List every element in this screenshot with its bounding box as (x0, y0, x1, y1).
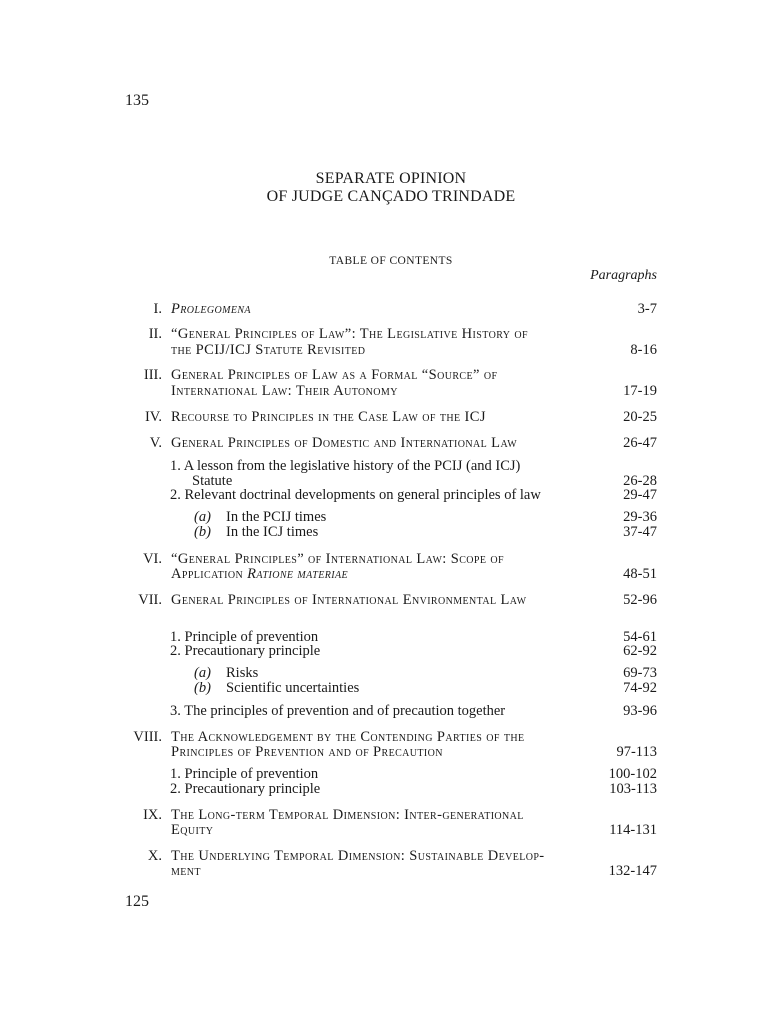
section-title: The Acknowledgement by the Contending Parties of the (171, 729, 525, 745)
subsection-paragraphs: 26-28 (623, 473, 657, 489)
subsection-paragraphs: 103-113 (609, 781, 657, 797)
section-number: VI. (143, 551, 162, 567)
section-number: IV. (144, 409, 162, 425)
section-title-cont: Principles of Prevention and of Precaution (171, 744, 443, 760)
sub-item-mark: (b) (194, 680, 211, 696)
section-title-cont: International Law: Their Autonomy (171, 383, 398, 399)
section-paragraphs: 52-96 (623, 592, 657, 608)
sub-item-text: In the ICJ times (226, 524, 319, 540)
section-number: VII. (138, 592, 162, 608)
section-title: General Principles of Law as a Formal “Source” of (171, 367, 498, 383)
page-number-top: 135 (125, 92, 149, 109)
subsection-title: 3. The principles of prevention and of precaution together (170, 703, 506, 719)
section-title: General Principles of Domestic and International Law (171, 435, 518, 451)
subsection-paragraphs: 54-61 (623, 629, 657, 645)
section-title-cont-text: Application (171, 566, 248, 582)
section-title-cont: Equity (171, 822, 214, 838)
section-title: General Principles of International Environmental Law (171, 592, 527, 608)
opinion-title-line1: SEPARATE OPINION (315, 170, 467, 187)
subsection-title-cont: Statute (192, 473, 233, 489)
section-title: “General Principles” of International Law: Scope of (171, 551, 504, 567)
subsection-title: 1. A lesson from the legislative history of the PCIJ (and ICJ) (170, 458, 521, 474)
section-paragraphs: 97-113 (616, 744, 657, 760)
sub-item-mark: (a) (194, 665, 211, 681)
section-number: I. (153, 301, 162, 317)
section-paragraphs: 114-131 (609, 822, 657, 838)
sub-item-mark: (a) (194, 509, 211, 525)
sub-item (194, 524, 318, 541)
sub-item-text: In the PCIJ times (226, 509, 327, 525)
section-number: V. (149, 435, 162, 451)
subsection-title: 2. Relevant doctrinal developments on general principles of law (170, 487, 541, 503)
section-paragraphs: 17-19 (623, 383, 657, 399)
section-title: “General Principles of Law”: The Legislative History of (171, 326, 528, 342)
section-paragraphs: 8-16 (630, 342, 657, 358)
section-title-cont: ment (171, 863, 201, 879)
sub-item-paragraphs: 69-73 (623, 665, 657, 681)
sub-item-text: Risks (226, 665, 259, 681)
sub-item-paragraphs: 29-36 (623, 509, 657, 525)
subsection-paragraphs: 100-102 (608, 766, 657, 782)
toc-heading: TABLE OF CONTENTS (329, 255, 453, 267)
section-title: Prolegomena (171, 301, 251, 317)
section-title: Recourse to Principles in the Case Law of the ICJ (171, 409, 486, 425)
section-number: III. (143, 367, 162, 383)
section-paragraphs: 20-25 (623, 409, 657, 425)
subsection-title: 2. Precautionary principle (170, 643, 321, 659)
sub-item (194, 680, 359, 697)
section-number: IX. (143, 807, 162, 823)
section-number: X. (147, 848, 162, 864)
sub-item-text: Scientific uncertainties (226, 680, 360, 696)
section-title-cont-italic: Ratione materiae (247, 566, 349, 582)
subsection-title: 1. Principle of prevention (170, 629, 319, 645)
subsection-paragraphs: 62-92 (623, 643, 657, 659)
section-paragraphs: 26-47 (623, 435, 657, 451)
section-paragraphs: 132-147 (608, 863, 657, 879)
subsection-title: 1. Principle of prevention (170, 766, 319, 782)
page-number-bottom: 125 (125, 893, 149, 910)
section-title: The Long-term Temporal Dimension: Inter-generational (171, 807, 524, 823)
section-title-cont: the PCIJ/ICJ Statute Revisited (171, 342, 366, 358)
section-number: VIII. (133, 729, 162, 745)
section-title: The Underlying Temporal Dimension: Sustainable Develop- (171, 848, 545, 864)
section-number: II. (148, 326, 162, 342)
section-paragraphs: 48-51 (623, 566, 657, 582)
subsection-paragraphs: 29-47 (623, 487, 657, 503)
paragraphs-column-heading: Paragraphs (590, 268, 657, 283)
subsection-paragraphs: 93-96 (623, 703, 657, 719)
section-title-cont (171, 566, 348, 583)
sub-item-mark: (b) (194, 524, 211, 540)
section-paragraphs: 3-7 (637, 301, 657, 317)
sub-item-paragraphs: 74-92 (623, 680, 657, 696)
opinion-title-line2: OF JUDGE CANÇADO TRINDADE (266, 188, 516, 205)
sub-item-paragraphs: 37-47 (623, 524, 657, 540)
subsection-title: 2. Precautionary principle (170, 781, 321, 797)
